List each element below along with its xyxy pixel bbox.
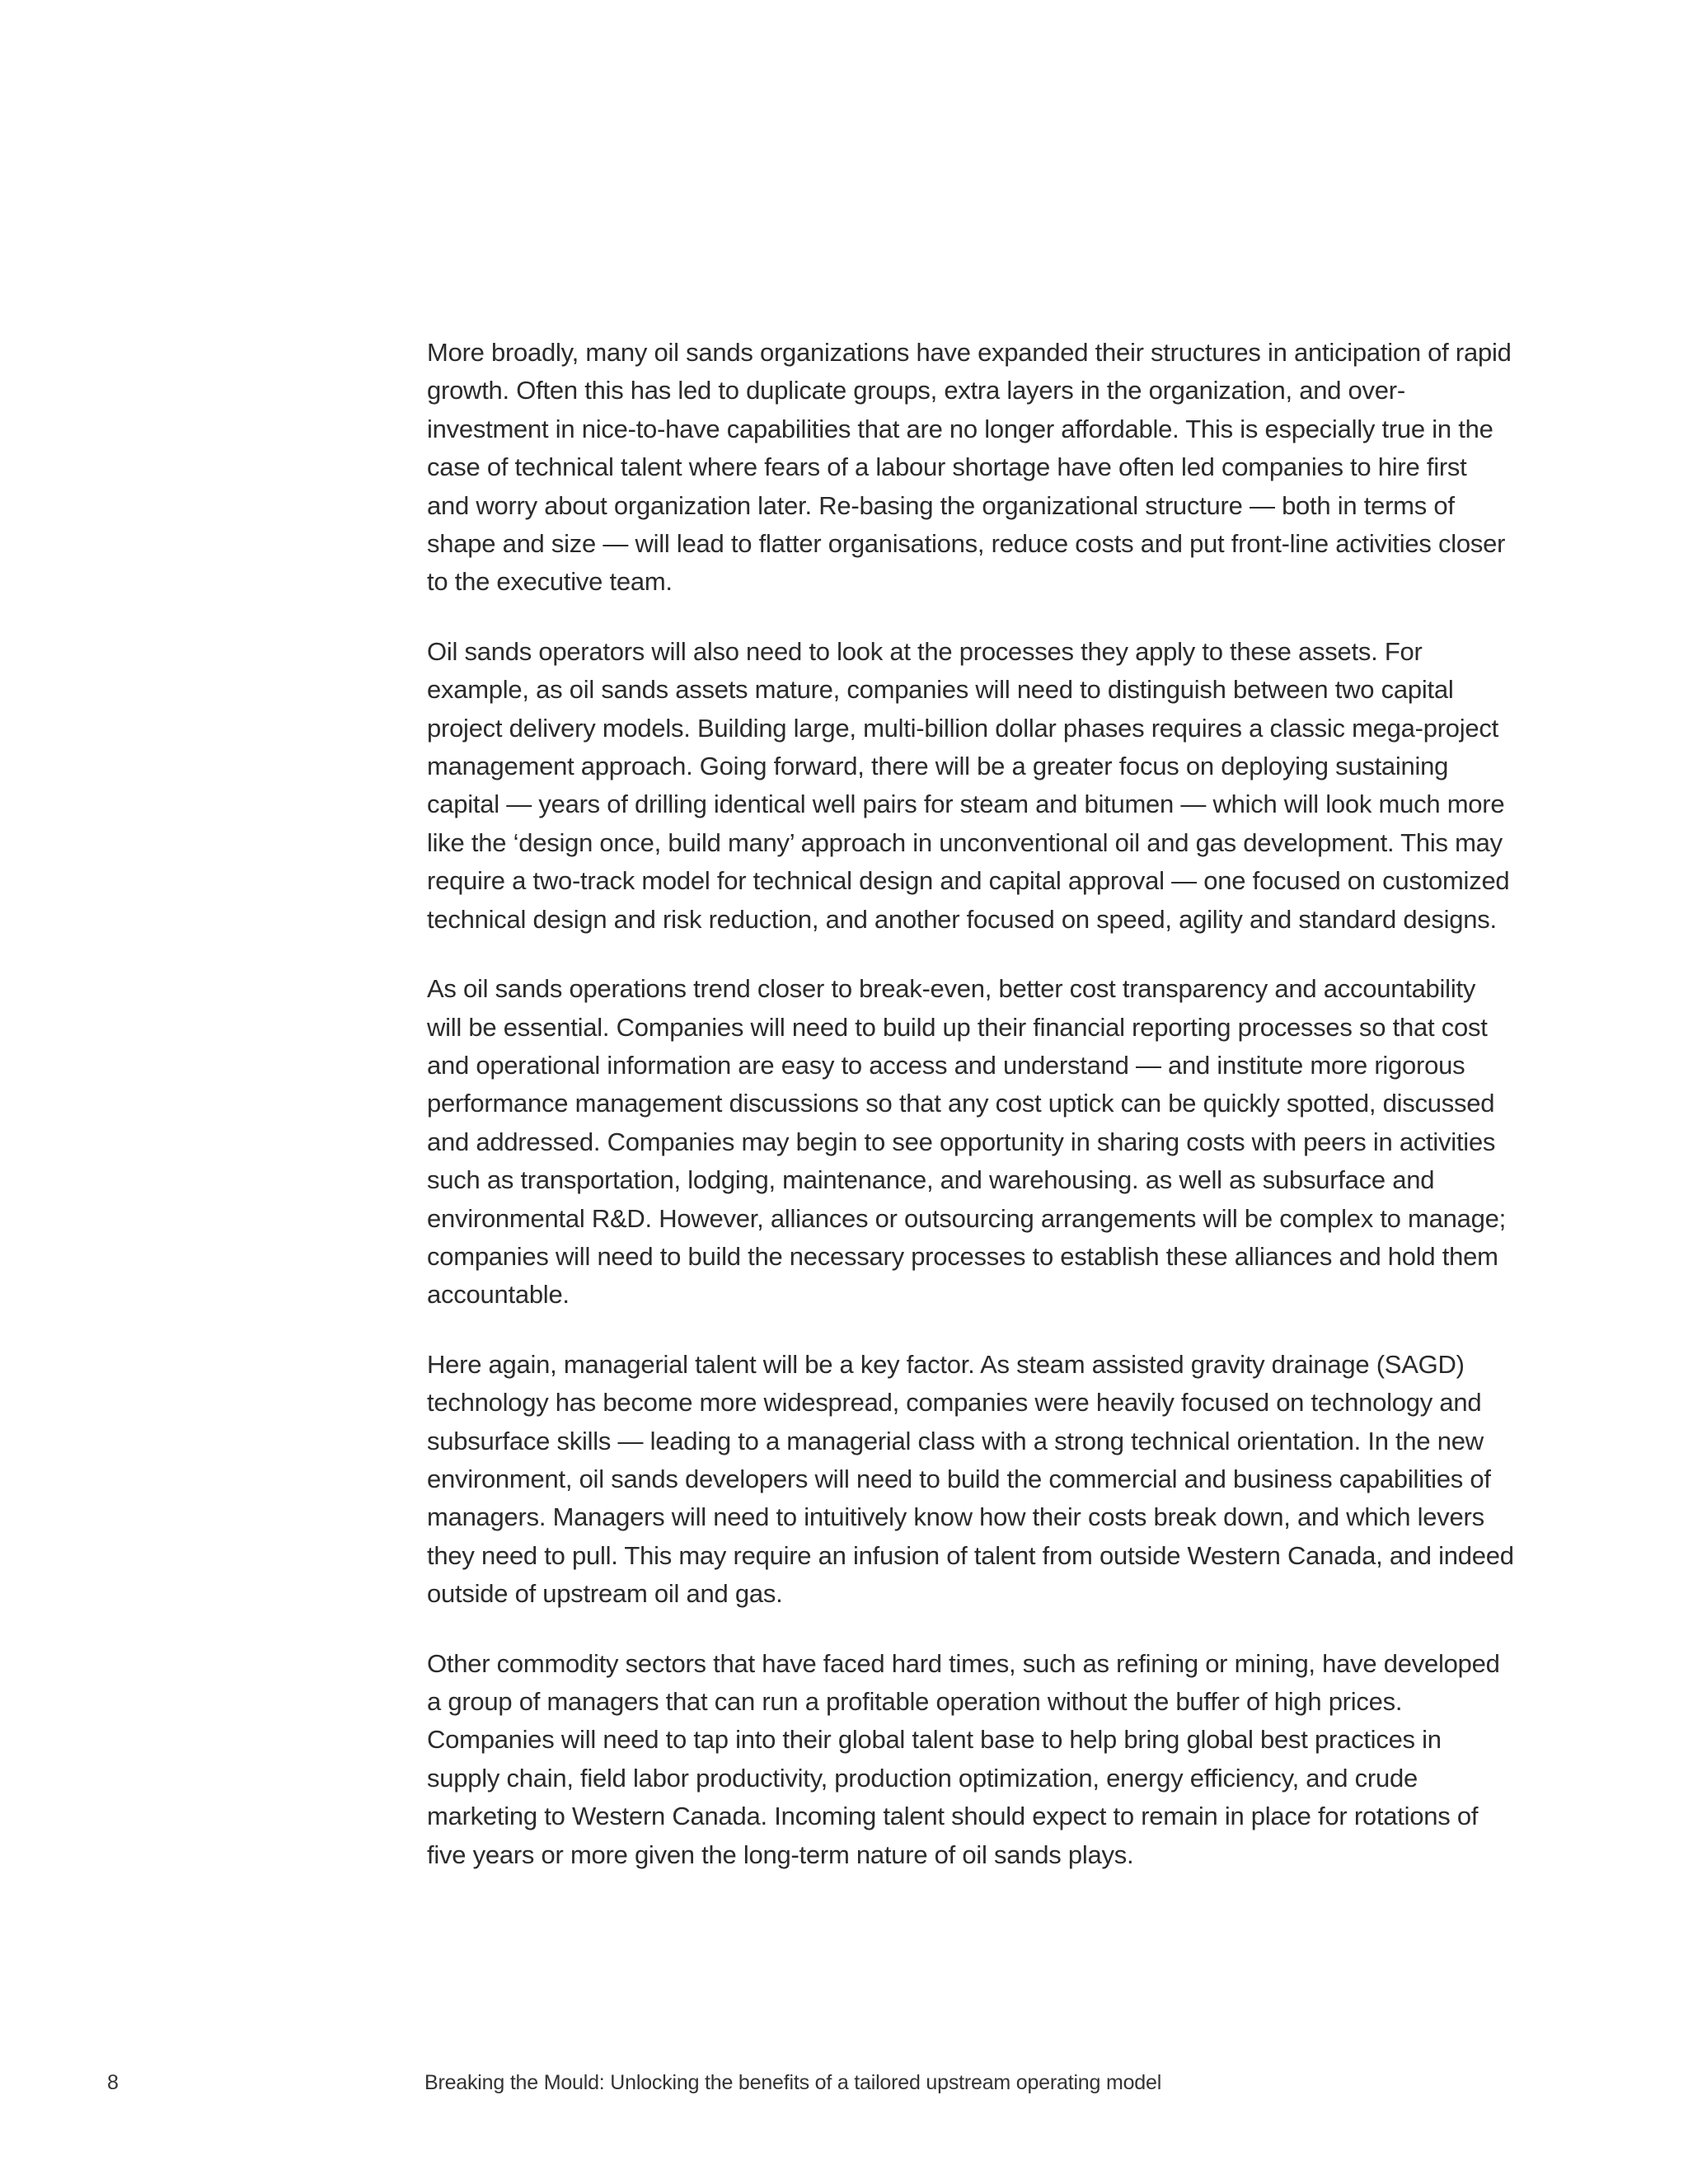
paragraph-4: Here again, managerial talent will be a key factor. As steam assisted gravity drainage (SAGD) technology has become more widespread, companies were heavily focused on technology and subsurface skills — leading to a managerial class with a strong technical orientation. In the new environment, oil sands developers will need to build the commercial and business capabilities of managers. Managers will need to intuitively know how their costs break down, and which levers they need to pull. This may require an infusion of talent from outside Western Canada, and indeed outside of upstream oil and gas. <box>427 1349 1514 1609</box>
footer-document-title: Breaking the Mould: Unlocking the benefits of a tailored upstream operating model <box>424 2071 1162 2094</box>
paragraph-3: As oil sands operations trend closer to break-even, better cost transparency and accountability will be essential. Companies will need to build up their financial reporting processes so that cost and operational information are easy to access and understand — and institute more rigorous performance management discussions so that any cost uptick can be quickly spotted, discussed and addressed. Companies may begin to see opportunity in sharing costs with peers in activities such as transportation, lodging, maintenance, and warehousing. as well as subsurface and environmental R&D. However, alliances or outsourcing arrangements will be complex to manage; companies will need to build the necessary processes to establish these alliances and hold them accountable. <box>427 974 1506 1310</box>
page-number: 8 <box>107 2071 119 2094</box>
paragraph-5: Other commodity sectors that have faced hard times, such as refining or mining, have developed a group of managers that can run a profitable operation without the buffer of high prices. Companies will need to tap into their global talent base to help bring global best practices in supply chain, field labor productivity, production optimization, energy efficiency, and crude marketing to Western Canada. Incoming talent should expect to remain in place for rotations of five years or more given the long-term nature of oil sands plays. <box>427 1648 1500 1869</box>
paragraph-1: More broadly, many oil sands organizations have expanded their structures in anticipation of rapid growth. Often this has led to duplicate groups, extra layers in the organization, and over-investment in nice-to-have capabilities that are no longer affordable. This is especially true in the case of technical talent where fears of a labour shortage have often led companies to hire first and worry about organization later. Re-basing the organizational structure — both in terms of shape and size — will lead to flatter organisations, reduce costs and put front-line activities closer to the executive team. <box>427 338 1512 597</box>
paragraph-2: Oil sands operators will also need to look at the processes they apply to these assets. For example, as oil sands assets mature, companies will need to distinguish between two capital project delivery models. Building large, multi-billion dollar phases requires a classic mega-project management approach. Going forward, there will be a greater focus on deploying sustaining capital — years of drilling identical well pairs for steam and bitumen — which will look much more like the ‘design once, build many’ approach in unconventional oil and gas development. This may require a two-track model for technical design and capital approval — one focused on customized technical design and risk reduction, and another focused on speed, agility and standard designs. <box>427 636 1510 934</box>
body-text <box>427 334 1515 1905</box>
